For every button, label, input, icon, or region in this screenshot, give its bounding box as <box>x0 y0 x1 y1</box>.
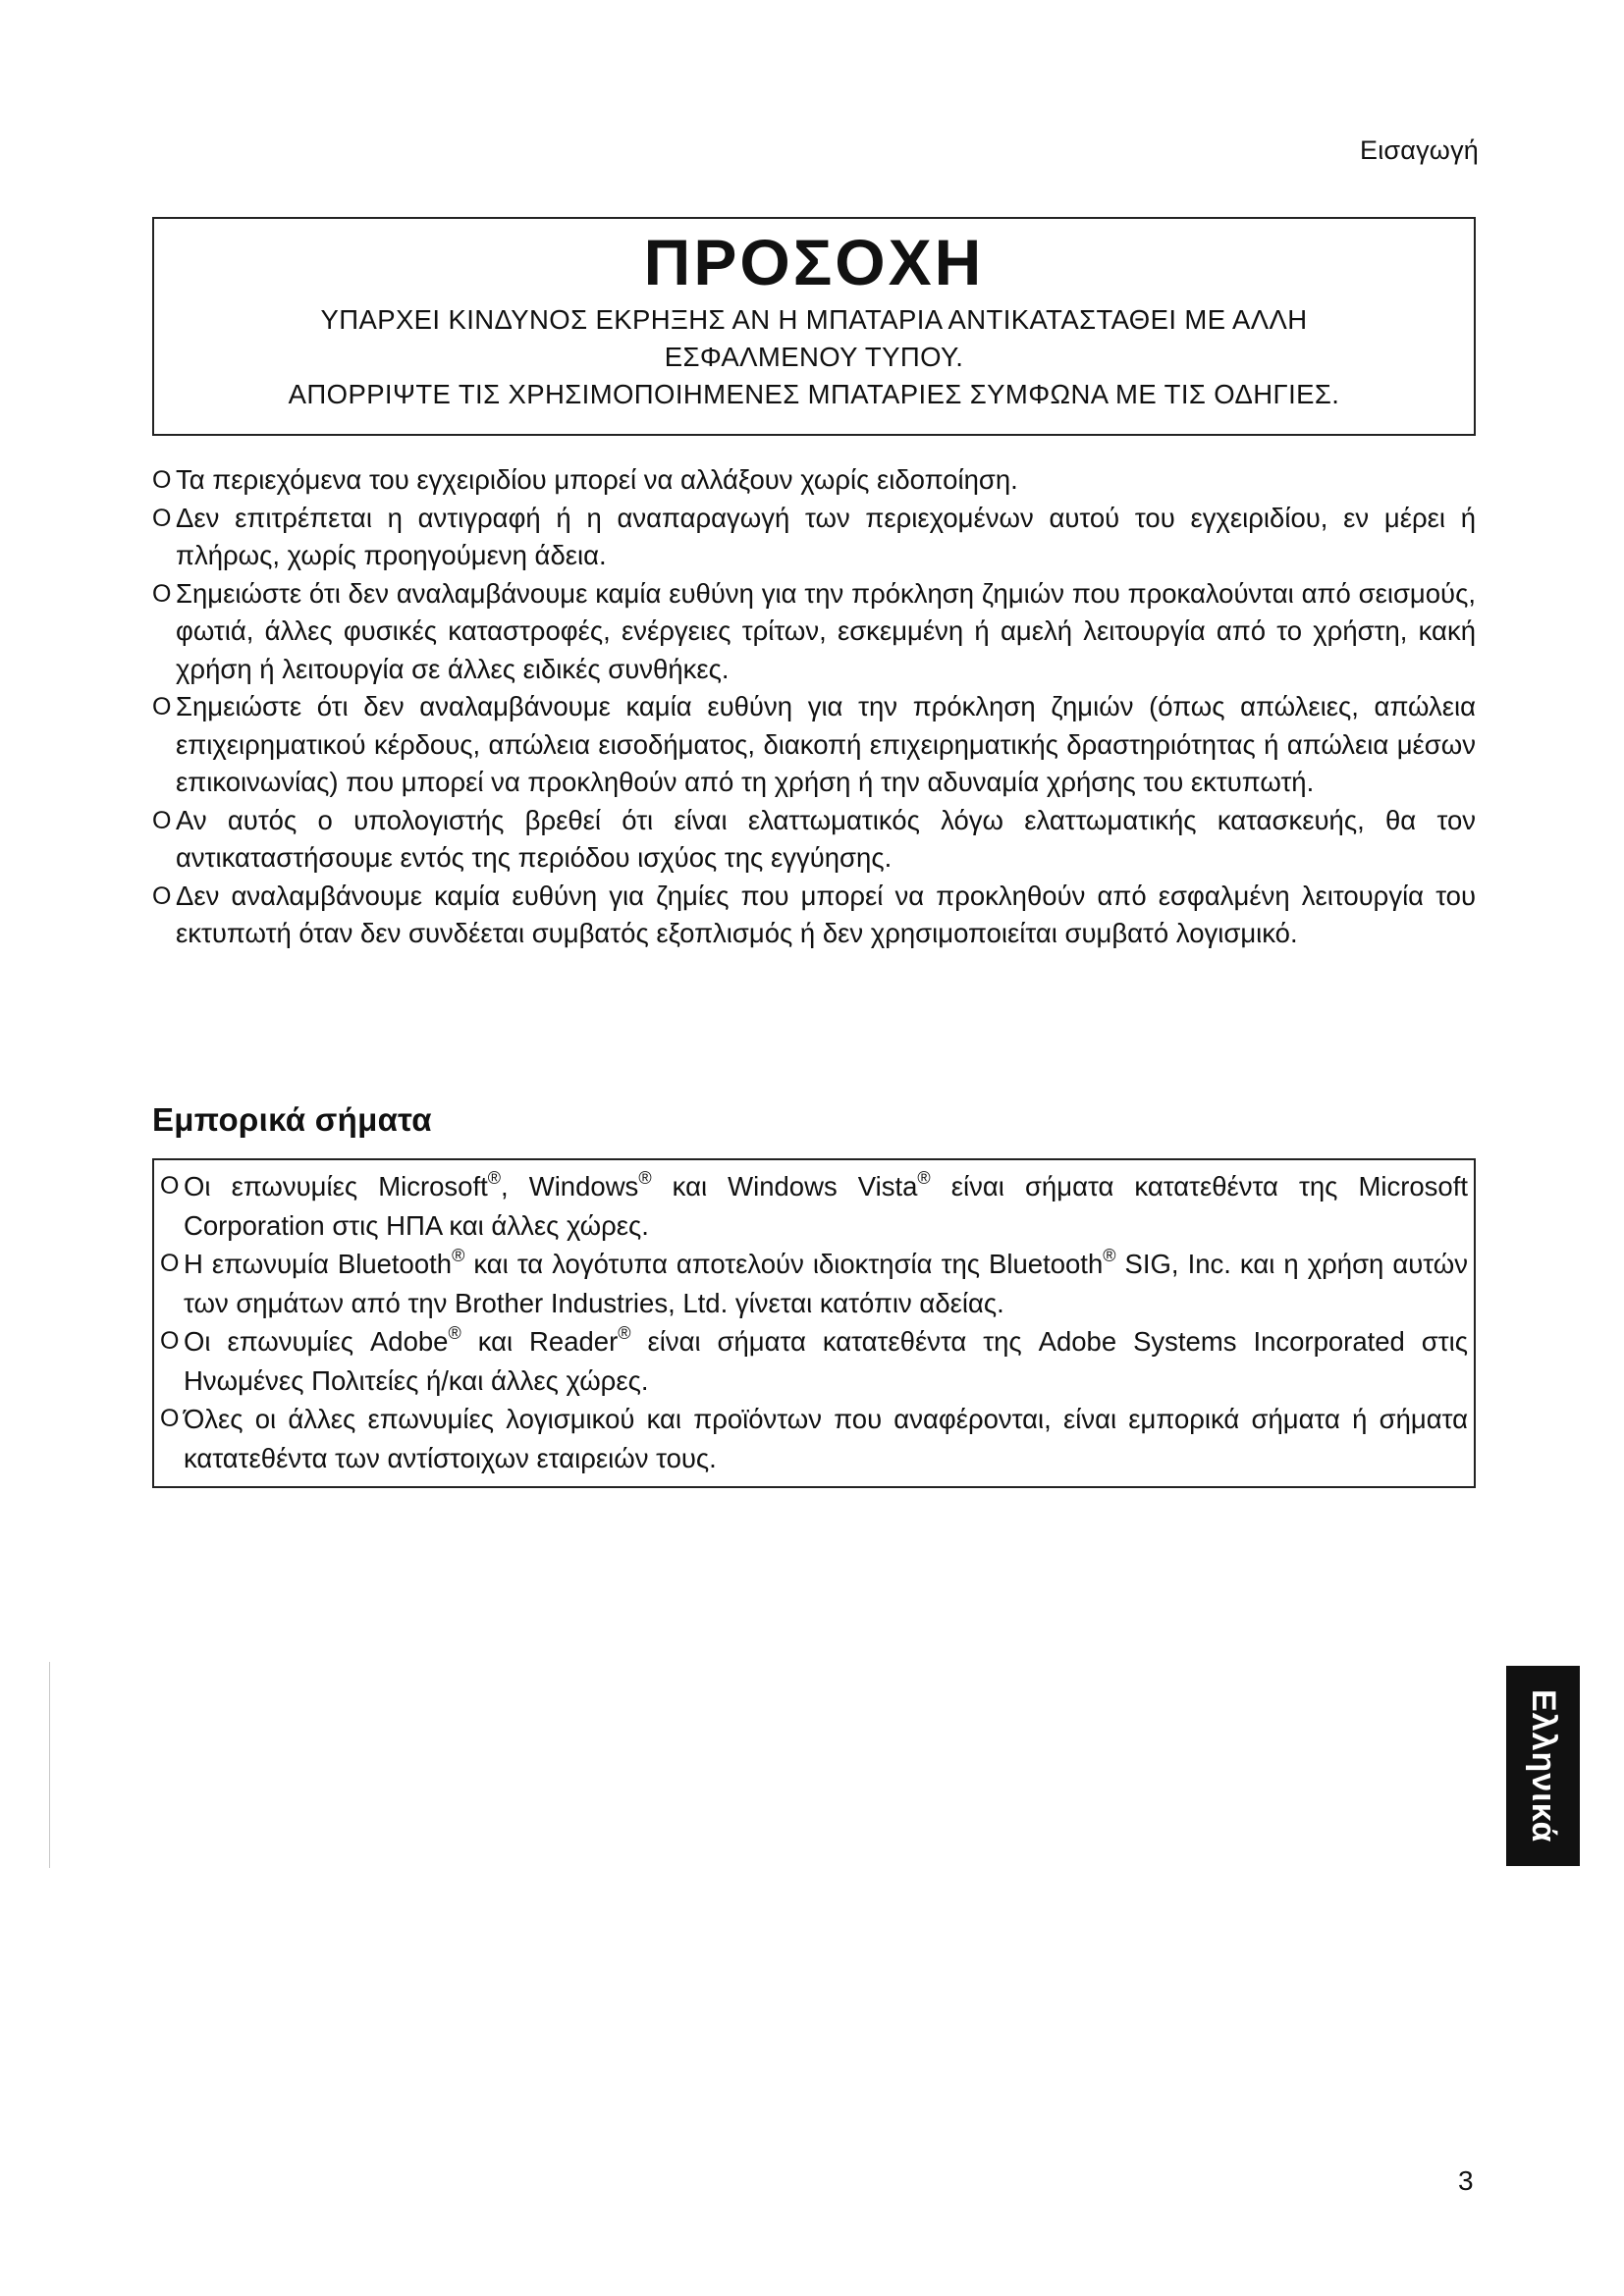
bullet-icon: O <box>160 1405 180 1432</box>
note-text: Σημειώστε ότι δεν αναλαμβάνουμε καμία ευθύνη για την πρόκληση ζημιών (όπως απώλειες, απώλεια επιχειρηματικού κέρδους, απώλεια εισοδήματος, διακοπή επιχειρηματικής δραστηριότητας ή απώλεια μέσων επικοινωνίας) που μπορεί να προκληθούν από τη χρήση ή την αδυναμία χρήσης του εκτυπωτή. <box>176 691 1476 797</box>
trademark-text <box>184 1245 1468 1322</box>
list-item <box>160 1322 1468 1400</box>
caution-title: ΠΡΟΣΟΧΗ <box>643 226 985 298</box>
text-segment: Οι επωνυμίες Adobe <box>184 1326 449 1357</box>
side-rule <box>49 1662 50 1868</box>
text-segment: είναι σήματα κατατεθέντα της Microsoft Corporation στις ΗΠΑ και άλλες χώρες. <box>184 1171 1468 1241</box>
registered-mark: ® <box>917 1168 931 1188</box>
bullet-icon: O <box>152 693 172 721</box>
note-text: Τα περιεχόμενα του εγχειριδίου μπορεί να αλλάξουν χωρίς ειδοποίηση. <box>176 464 1018 495</box>
bullet-icon: O <box>152 466 172 494</box>
note-text: Αν αυτός ο υπολογιστής βρεθεί ότι είναι ελαττωματικός λόγω ελαττωματικής κατασκευής, θα τον αντικαταστήσουμε εντός της περιόδου ισχύος της εγγύησης. <box>176 804 1476 873</box>
bullet-icon: O <box>160 1172 180 1200</box>
text-segment: SIG, Inc. και η χρήση αυτών των σημάτων από την Brother Industries, Ltd. γίνεται κατόπιν αδείας. <box>184 1249 1468 1318</box>
text-segment: και Windows Vista <box>651 1171 918 1201</box>
trademark-text <box>184 1167 1468 1245</box>
list-item <box>152 461 1476 500</box>
registered-mark: ® <box>448 1323 461 1343</box>
language-tab-label: Ελληνικά <box>1525 1688 1562 1843</box>
text-segment: , Windows <box>501 1171 639 1201</box>
list-item <box>160 1400 1468 1477</box>
bullet-icon: O <box>160 1250 180 1277</box>
trademark-text: Όλες οι άλλες επωνυμίες λογισμικού και προϊόντων που αναφέρονται, είναι εμπορικά σήματα ή σήματα κατατεθέντα των αντίστοιχων εταιρειών τους. <box>184 1404 1468 1473</box>
caution-line: ΑΠΟΡΡΙΨΤΕ ΤΙΣ ΧΡΗΣΙΜΟΠΟΙΗΜΕΝΕΣ ΜΠΑΤΑΡΙΕΣ ΣΥΜΦΩΝΑ ΜΕ ΤΙΣ ΟΔΗΓΙΕΣ. <box>288 379 1340 409</box>
registered-mark: ® <box>1103 1246 1116 1265</box>
note-text: Σημειώστε ότι δεν αναλαμβάνουμε καμία ευθύνη για την πρόκληση ζημιών που προκαλούνται από σεισμούς, φωτιά, άλλες φυσικές καταστροφές, ενέργειες τρίτων, εσκεμμένη ή αμελή λειτουργία από το χρήστη, κακή χρήση ή λειτουργία σε άλλες ειδικές συνθήκες. <box>176 577 1476 684</box>
list-item <box>152 688 1476 802</box>
list-item <box>160 1167 1468 1245</box>
caution-line: ΕΣΦΑΛΜΕΝΟΥ ΤΥΠΟΥ. <box>664 342 964 372</box>
caution-box <box>152 217 1476 436</box>
list-item <box>160 1245 1468 1322</box>
registered-mark: ® <box>487 1168 502 1188</box>
note-text: Δεν αναλαμβάνουμε καμία ευθύνη για ζημίες που μπορεί να προκληθούν από εσφαλμένη λειτουργία του εκτυπωτή όταν δεν συνδέεται συμβατός εξοπλισμός ή δεν χρησιμοποιείται συμβατό λογισμικό. <box>176 880 1476 948</box>
text-segment: είναι σήματα κατατεθέντα της Adobe Systems Incorporated στις Ηνωμένες Πολιτείες ή/και άλλες χώρες. <box>184 1326 1468 1396</box>
list-item <box>152 575 1476 689</box>
registered-mark: ® <box>638 1168 652 1188</box>
bullet-icon: O <box>152 579 172 608</box>
bullet-icon: O <box>152 881 172 910</box>
list-item <box>152 878 1476 953</box>
page-number: 3 <box>1458 2165 1474 2196</box>
registered-mark: ® <box>618 1323 631 1343</box>
trademark-text <box>184 1322 1468 1400</box>
text-segment: Οι επωνυμίες Microsoft <box>184 1171 488 1201</box>
text-segment: και Reader <box>460 1326 619 1357</box>
note-text: Δεν επιτρέπεται η αντιγραφή ή η αναπαραγωγή των περιεχομένων αυτού του εγχειριδίου, εν μέρει ή πλήρως, χωρίς προηγούμενη άδεια. <box>176 502 1476 570</box>
bullet-icon: O <box>152 806 172 834</box>
language-tab <box>1506 1666 1580 1866</box>
list-item <box>152 802 1476 878</box>
bullet-icon: O <box>160 1327 180 1355</box>
text-segment: και τα λογότυπα αποτελούν ιδιοκτησία της Bluetooth <box>464 1249 1104 1279</box>
trademarks-heading: Εμπορικά σήματα <box>152 1101 432 1138</box>
notes-list <box>152 461 1476 953</box>
list-item <box>152 500 1476 575</box>
section-title: Εισαγωγή <box>1360 135 1479 165</box>
text-segment: Η επωνυμία Bluetooth <box>184 1249 453 1279</box>
trademarks-box <box>152 1158 1476 1488</box>
registered-mark: ® <box>452 1246 465 1265</box>
bullet-icon: O <box>152 504 172 532</box>
caution-line: ΥΠΑΡΧΕΙ ΚΙΝΔΥΝΟΣ ΕΚΡΗΞΗΣ ΑΝ Η ΜΠΑΤΑΡΙΑ ΑΝΤΙΚΑΤΑΣΤΑΘΕΙ ΜΕ ΑΛΛΗ <box>320 304 1308 335</box>
